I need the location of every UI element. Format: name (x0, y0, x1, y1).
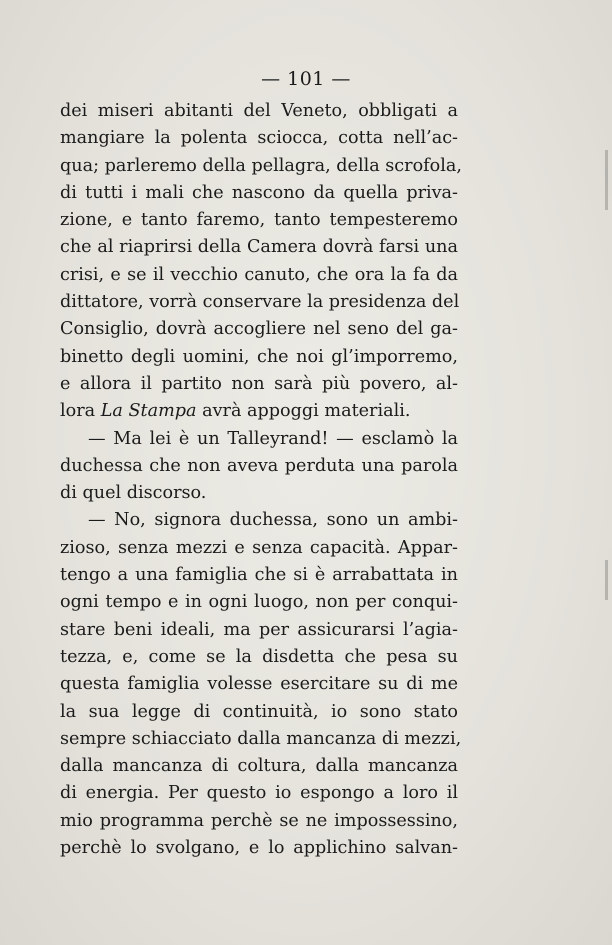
text-line: — Ma lei è un Talleyrand! — esclamò la (88, 428, 458, 449)
text-line: zioso, senza mezzi e senza capacità. Appar- (60, 537, 458, 558)
text-line: dittatore, vorrà conservare la presidenza del (60, 292, 460, 313)
text-line: — No, signora duchessa, sono un ambi- (88, 510, 458, 531)
text-line: che al riaprirsi della Camera dovrà farsi una (60, 237, 458, 258)
text-fragment: lora (60, 401, 96, 422)
body-text (60, 98, 462, 862)
text-line: stare beni ideali, ma per assicurarsi l’agia- (60, 619, 458, 640)
text-line: tezza, e, come se la disdetta che pesa su (60, 646, 458, 667)
text-line: perchè lo svolgano, e lo applichino salvan- (60, 838, 458, 859)
text-line: mio programma perchè se ne impossessino, (60, 810, 458, 831)
text-line: binetto degli uomini, che noi gl’imporremo, (60, 346, 458, 367)
text-line: di tutti i mali che nascono da quella priva- (60, 182, 458, 203)
text-line: di energia. Per questo io espongo a loro il (60, 783, 458, 804)
page-number: — 101 — (261, 68, 351, 90)
text-line: dalla mancanza di coltura, dalla mancanza (60, 756, 458, 777)
text-line: crisi, e se il vecchio canuto, che ora la fa da (60, 264, 458, 285)
text-line: ogni tempo e in ogni luogo, non per conqui- (60, 592, 458, 613)
text-fragment: avrà appoggi materiali. (202, 401, 411, 422)
text-line: duchessa che non aveva perduta una parola (60, 455, 458, 476)
text-line: e allora il partito non sarà più povero, al- (60, 373, 458, 394)
text-line: dei miseri abitanti del Veneto, obbligati a (60, 101, 458, 121)
page-edge-shadow (605, 560, 608, 600)
text-line: qua; parleremo della pellagra, della scrofola, (60, 155, 462, 176)
text-line: sempre schiacciato dalla mancanza di mezzi, (60, 728, 462, 749)
page-edge-shadow (605, 150, 608, 210)
text-line: Consiglio, dovrà accogliere nel seno del ga- (60, 319, 458, 340)
text-line: di quel discorso. (60, 483, 207, 504)
text-line (60, 398, 458, 425)
text-line: tengo a una famiglia che si è arrabattata in (60, 565, 458, 586)
text-line: mangiare la polenta sciocca, cotta nell’ac- (60, 128, 458, 149)
newspaper-title: La Stampa (100, 401, 197, 422)
text-line: la sua legge di continuità, io sono stato (60, 701, 458, 722)
text-line: questa famiglia volesse esercitare su di me (60, 674, 458, 695)
text-line: zione, e tanto faremo, tanto tempesteremo (60, 210, 458, 231)
